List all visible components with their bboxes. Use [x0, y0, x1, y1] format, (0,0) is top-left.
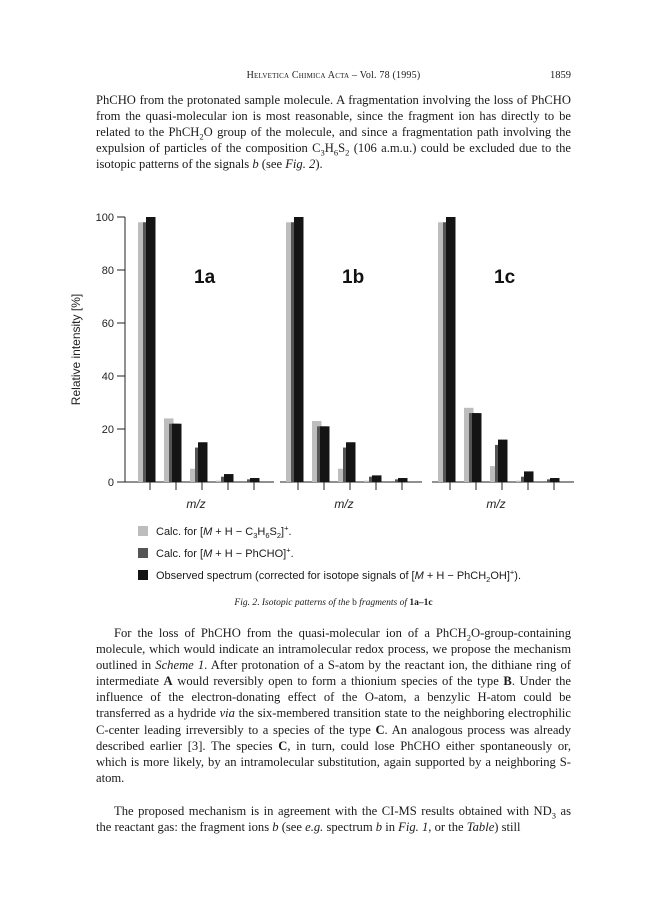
bar-1a-g4-s3: [224, 474, 234, 482]
bar-1c-g1-s3: [446, 217, 456, 482]
page-number: 1859: [550, 70, 571, 81]
bar-1a-g3-s3: [198, 442, 208, 482]
y-tick-label: 40: [101, 371, 114, 383]
figure-2: [50, 205, 610, 535]
bar-1a-g5-s3: [250, 478, 260, 482]
y-tick-label: 80: [101, 265, 114, 277]
bar-1c-g5-s3: [550, 478, 560, 482]
bar-1c-g4-s3: [524, 471, 534, 482]
bar-1b-g1-s3: [294, 217, 304, 482]
running-header: [96, 70, 571, 84]
bar-1c-g3-s3: [498, 440, 508, 482]
panel-label-1b: 1b: [342, 267, 365, 288]
x-axis-label: m/z: [334, 497, 354, 511]
bar-1b-g4-s3: [372, 475, 382, 482]
isotope-bar-chart: [50, 205, 610, 535]
figure-caption: Fig. 2. Isotopic patterns of the b fragments of 1a–1c: [234, 598, 433, 608]
body-paragraph-3: The proposed mechanism is in agreement with the CI-MS results obtained with $ND_3$ as the reactant gas: the fragment ions b (see e.g. spectrum b in Fig. 1, or the Table) still: [96, 804, 571, 835]
y-axis-label: Relative intensity [%]: [69, 293, 83, 406]
legend-item-observed: [138, 567, 522, 585]
journal-line: Helvetica Chimica Acta – Vol. 78 (1995): [246, 70, 421, 81]
bar-1a-g2-s3: [172, 424, 182, 482]
x-axis-label: m/z: [186, 497, 206, 511]
y-tick-label: 100: [95, 212, 114, 224]
y-tick-label: 60: [101, 318, 114, 330]
journal-volume: Vol. 78 (1995): [359, 70, 421, 81]
bar-1b-g2-s3: [320, 426, 330, 482]
bar-1b-g3-s3: [346, 442, 356, 482]
panel-label-1c: 1c: [494, 267, 516, 288]
bar-1c-g2-s3: [472, 413, 482, 482]
body-paragraph-1: PhCHO from the protonated sample molecule. A fragmentation involving the loss of PhCHO from the quasi-molecular ion is most reasonable, since the fragment ion has directly to be related to the PhCH$_2$O group of the molecule, and since a fragmentation path involving the expulsion of particles of the composition $C_3H_6S_2$ (106 a.m.u.) could be excluded due to the isotopic patterns of the signals b (see Fig. 2).: [96, 93, 572, 172]
legend-swatch-light: [138, 526, 148, 536]
legend-swatch-dark: [138, 570, 148, 580]
panel-label-1a: 1a: [194, 267, 216, 288]
bar-1a-g1-s3: [146, 217, 156, 482]
legend-label: Observed spectrum (corrected for isotope signals of [M + H − PhCH$_2$OH]+).: [156, 567, 522, 585]
legend-item-calc-phcho: [138, 545, 294, 560]
journal-name: Helvetica Chimica Acta: [246, 70, 350, 81]
x-axis-label: m/z: [486, 497, 506, 511]
body-paragraph-2: For the loss of PhCHO from the quasi-molecular ion of a PhCH$_2$O-group-containing molecule, which would indicate an intramolecular redox process, we propose the mechanism outlined in Scheme 1. After protonation of a S-atom by the reactant ion, the dithiane ring of intermediate A would reversibly open to form a thionium species of the type B. Under the influence of the electron-donating effect of the O-atom, a benzylic H-atom could be transferred as a hydride via the six-membered transition state to the neighboring electrophilic C-center leading irreversibly to a species of the type C. An analogous process was already described earlier [3]. The species C, in turn, could lose PhCHO either spontaneously or, which is more likely, by an intramolecular substitution, again supported by a neighboring S-atom.: [96, 626, 572, 785]
y-tick-label: 0: [107, 477, 114, 489]
legend-swatch-mid: [138, 548, 148, 558]
bar-1b-g5-s3: [398, 478, 408, 482]
y-tick-label: 20: [101, 424, 114, 436]
legend-item-calc-c3h6s2: [138, 523, 292, 541]
legend-label: Calc. for $[M + H - C_3H_6S_2]^+$.: [156, 523, 292, 541]
legend-label: Calc. for [M + H − PhCHO]+.: [156, 545, 294, 560]
